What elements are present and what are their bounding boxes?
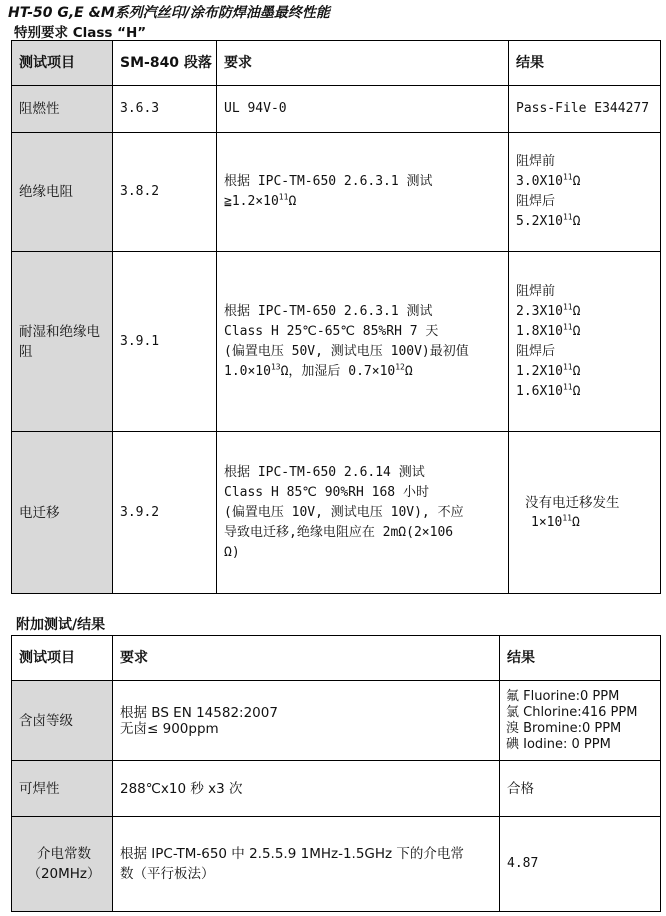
req-line: Class H 85℃ 90%RH 168 小时 [224, 484, 429, 500]
row-item: 含卤等级 [12, 681, 113, 761]
row-requirement [217, 133, 509, 252]
row-item: 阻燃性 [12, 86, 113, 133]
row-result [509, 432, 661, 594]
row-item: 可焊性 [12, 761, 113, 817]
additional-tests-heading: 附加测试/结果 [16, 617, 106, 633]
result-line: 阻焊后 [516, 194, 556, 209]
req-line: Class H 25℃-65℃ 85%RH 7 天 [224, 323, 439, 339]
req-line: 导致电迁移,绝缘电阻应在 2mΩ(2×106 [224, 524, 454, 540]
table-row [12, 86, 661, 133]
table-row [12, 133, 661, 252]
req-line: 根据 BS EN 14582:2007 [120, 704, 278, 721]
header-test-item: 测试项目 [12, 636, 113, 681]
req-line: 根据 IPC-TM-650 2.6.14 测试 [224, 464, 425, 480]
result-line: $2.3X10^{11}\Omega$ [516, 302, 581, 319]
row-item: 绝缘电阻 [12, 133, 113, 252]
row-requirement [217, 432, 509, 594]
class-subtitle: 特别要求 Class “H” [14, 25, 147, 41]
row-result: Pass-File E344277 [509, 86, 661, 133]
row-requirement: UL 94V-0 [217, 86, 509, 133]
header-requirement: 要求 [217, 41, 509, 86]
result-line: 阻焊前 [516, 154, 556, 169]
row-item: 耐湿和绝缘电阻 [12, 252, 113, 432]
header-sm840-section: SM-840 段落 [113, 41, 217, 86]
result-line: $1.2X10^{11}\Omega$ [516, 362, 581, 379]
header-result: 结果 [509, 41, 661, 86]
result-line: 没有电迁移发生 [525, 494, 620, 511]
req-line: $≧1.2\times 10^{11}\Omega$ [224, 192, 297, 209]
result-line: $5.2X10^{11}\Omega$ [516, 212, 581, 229]
result-line: 阻焊前 [516, 283, 556, 299]
req-line: 数（平行板法） [120, 866, 215, 882]
row-result: 4.87 [500, 817, 661, 912]
table-header-row [12, 41, 661, 86]
req-line: (偏置电压 10V, 测试电压 10V), 不应 [224, 504, 464, 520]
row-result [509, 133, 661, 252]
table-row [12, 252, 661, 432]
item-line: （20MHz） [27, 866, 101, 882]
req-line: 无卤≤ 900ppm [120, 720, 219, 737]
result-line: $1\times 10^{11}\Omega$ [531, 513, 580, 530]
result-line: $1.8X10^{11}\Omega$ [516, 322, 581, 339]
result-line: 氯 Chlorine:416 PPM [506, 704, 638, 720]
document-title: HT-50 G,E &M系列汽丝印/涂布防焊油墨最终性能 [8, 5, 330, 21]
row-section: 3.9.1 [113, 252, 217, 432]
header-test-item: 测试项目 [12, 41, 113, 86]
result-line: $1.6X10^{11}\Omega$ [516, 382, 581, 399]
row-requirement [113, 817, 500, 912]
row-section: 3.8.2 [113, 133, 217, 252]
performance-table [11, 40, 661, 594]
row-result [509, 252, 661, 432]
row-item [12, 817, 113, 912]
result-line: 阻焊后 [516, 343, 556, 359]
row-item: 电迁移 [12, 432, 113, 594]
result-line: $3.0X10^{11}\Omega$ [516, 172, 581, 189]
row-requirement [217, 252, 509, 432]
req-line: 根据 IPC-TM-650 2.6.3.1 测试 [224, 174, 433, 189]
item-line: 介电常数 [37, 846, 91, 862]
result-line: 溴 Bromine:0 PPM [506, 720, 622, 736]
row-section: 3.9.2 [113, 432, 217, 594]
req-line: Ω) [224, 544, 240, 560]
row-result: 合格 [500, 761, 661, 817]
table-header-row [12, 636, 661, 681]
header-requirement: 要求 [113, 636, 500, 681]
req-line: 根据 IPC-TM-650 2.6.3.1 测试 [224, 303, 433, 319]
table-row [12, 761, 661, 817]
result-line: 氟 Fluorine:0 PPM [506, 688, 620, 704]
req-line: (偏置电压 50V, 测试电压 100V)最初值 [224, 343, 469, 359]
additional-tests-table [11, 635, 661, 912]
row-result [500, 681, 661, 761]
req-line: $1.0\times 10^{13}\Omega$，加湿后 $0.7\times 10^{12}\Omega$ [224, 362, 413, 379]
result-line: 碘 Iodine: 0 PPM [506, 736, 611, 752]
row-requirement [113, 681, 500, 761]
header-result: 结果 [500, 636, 661, 681]
row-section: 3.6.3 [113, 86, 217, 133]
table-row [12, 432, 661, 594]
req-line: 根据 IPC-TM-650 中 2.5.5.9 1MHz-1.5GHz 下的介电常 [120, 846, 464, 862]
row-requirement: 288℃x10 秒 x3 次 [113, 761, 500, 817]
table-row [12, 817, 661, 912]
table-row [12, 681, 661, 761]
